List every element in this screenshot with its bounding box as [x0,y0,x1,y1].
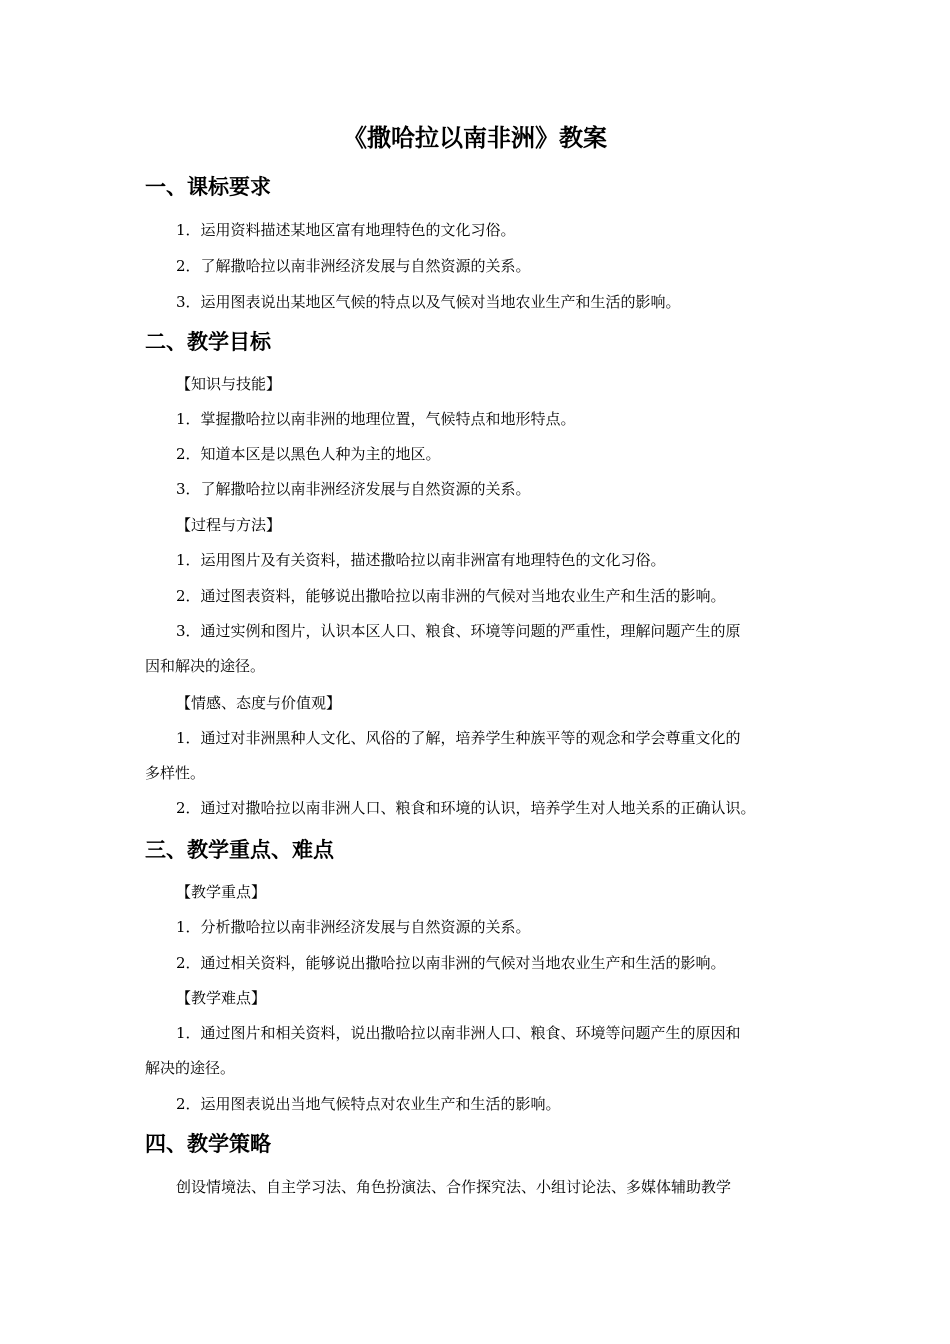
paragraph-line: 1．分析撒哈拉以南非洲经济发展与自然资源的关系。 [176,918,531,936]
paragraph-line: 1．掌握撒哈拉以南非洲的地理位置，气候特点和地形特点。 [176,410,576,428]
paragraph-line: 3．了解撒哈拉以南非洲经济发展与自然资源的关系。 [176,480,531,498]
subsection-label: 【过程与方法】 [176,516,282,534]
paragraph-line: 2．通过对撒哈拉以南非洲人口、粮食和环境的认识，培养学生对人地关系的正确认识。 [176,799,756,817]
paragraph-line: 1．运用图片及有关资料，描述撒哈拉以南非洲富有地理特色的文化习俗。 [176,551,666,569]
section-heading-key-points: 三、教学重点、难点 [145,838,334,862]
paragraph-line: 3．运用图表说出某地区气候的特点以及气候对当地农业生产和生活的影响。 [176,293,681,311]
subsection-label: 【教学难点】 [176,989,267,1007]
paragraph-line: 2．运用图表说出当地气候特点对农业生产和生活的影响。 [176,1095,561,1113]
subsection-label: 【知识与技能】 [176,375,282,393]
subsection-label: 【情感、态度与价值观】 [176,694,342,712]
section-heading-standards: 一、课标要求 [145,175,271,199]
paragraph-line: 3．通过实例和图片，认识本区人口、粮食、环境等问题的严重性，理解问题产生的原 [176,622,741,640]
paragraph-line: 1．通过对非洲黑种人文化、风俗的了解，培养学生种族平等的观念和学会尊重文化的 [176,729,741,747]
subsection-label: 【教学重点】 [176,883,267,901]
paragraph-line: 多样性。 [145,764,206,782]
paragraph-line: 2．通过相关资料，能够说出撒哈拉以南非洲的气候对当地农业生产和生活的影响。 [176,954,726,972]
paragraph-line: 2．知道本区是以黑色人种为主的地区。 [176,445,441,463]
paragraph-line: 2．了解撒哈拉以南非洲经济发展与自然资源的关系。 [176,257,531,275]
document-title: 《撒哈拉以南非洲》教案 [343,124,607,152]
paragraph-line: 解决的途径。 [145,1059,236,1077]
paragraph-line: 创设情境法、自主学习法、角色扮演法、合作探究法、小组讨论法、多媒体辅助教学 [176,1178,732,1196]
section-heading-strategies: 四、教学策略 [145,1132,271,1156]
paragraph-line: 2．通过图表资料，能够说出撒哈拉以南非洲的气候对当地农业生产和生活的影响。 [176,587,726,605]
section-heading-objectives: 二、教学目标 [145,330,271,354]
paragraph-line: 1．运用资料描述某地区富有地理特色的文化习俗。 [176,221,516,239]
paragraph-line: 1．通过图片和相关资料，说出撒哈拉以南非洲人口、粮食、环境等问题产生的原因和 [176,1024,741,1042]
paragraph-line: 因和解决的途径。 [145,657,266,675]
